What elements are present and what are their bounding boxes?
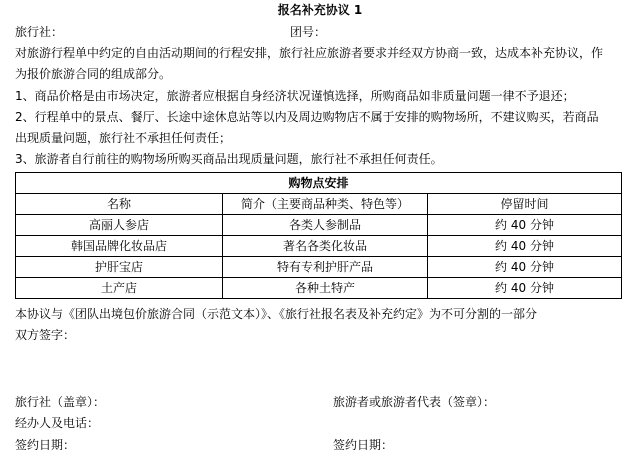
table-row <box>16 278 622 299</box>
clause-3: 3、旅游者自行前往的购物场所购买商品出现质量问题，旅行社不承担任何责任。 <box>15 152 443 166</box>
header-description: 简介（主要商品种类、特色等） <box>223 194 428 215</box>
cell-description: 各类人参制品 <box>223 215 428 236</box>
cell-name: 高丽人参店 <box>16 215 223 236</box>
cell-name: 韩国品牌化妆品店 <box>16 236 223 257</box>
intro-text-line2: 为报价旅游合同的组成部分。 <box>15 67 172 81</box>
cell-description: 各种土特产 <box>223 278 428 299</box>
shopping-schedule-table <box>15 172 622 299</box>
cell-name: 土产店 <box>16 278 223 299</box>
cell-stay-time: 约 40 分钟 <box>428 278 622 299</box>
agreement-relation-text: 本协议与《团队出境包价旅游合同（示范文本）》、《旅行社报名表及补充约定》为不可分割的一部分 <box>15 307 538 321</box>
sign-date-left: 签约日期： <box>15 438 76 452</box>
table-row <box>16 236 622 257</box>
cell-description: 特有专利护肝产品 <box>223 257 428 278</box>
cell-description: 著名各类化妆品 <box>223 236 428 257</box>
header-stay-time: 停留时间 <box>428 194 622 215</box>
table-row <box>16 215 622 236</box>
header-name: 名称 <box>16 194 223 215</box>
handler-contact-label: 经办人及电话： <box>15 416 100 430</box>
table-caption: 购物点安排 <box>16 173 622 194</box>
table-row <box>16 257 622 278</box>
cell-stay-time: 约 40 分钟 <box>428 257 622 278</box>
document-title: 报名补充协议 1 <box>277 3 363 17</box>
cell-stay-time: 约 40 分钟 <box>428 236 622 257</box>
clause-2-line1: 2、行程单中的景点、餐厅、长途中途休息站等以内及周边购物店不属于安排的购物场所，不建议购买，若商品 <box>15 110 599 124</box>
agency-seal-label: 旅行社（盖章）： <box>15 395 106 409</box>
cell-name: 护肝宝店 <box>16 257 223 278</box>
group-number-label: 团号： <box>290 25 327 39</box>
intro-text-line1: 对旅游行程单中约定的自由活动期间的行程安排，旅行社应旅游者要求并经双方协商一致，达成本补充协议，作 <box>15 46 604 60</box>
table-header-row <box>16 194 622 215</box>
clause-2-line2: 出现质量问题，旅行社不承担任何责任； <box>15 131 232 145</box>
sign-date-right: 签约日期： <box>333 438 394 452</box>
cell-stay-time: 约 40 分钟 <box>428 215 622 236</box>
tourist-signature-label: 旅游者或旅游者代表（签章）： <box>333 395 496 409</box>
signature-heading: 双方签字： <box>15 328 76 342</box>
clause-1: 1、商品价格是由市场决定，旅游者应根据自身经济状况谨慎选择，所购商品如非质量问题一律不予退还； <box>15 89 575 103</box>
agency-label: 旅行社： <box>15 25 64 39</box>
